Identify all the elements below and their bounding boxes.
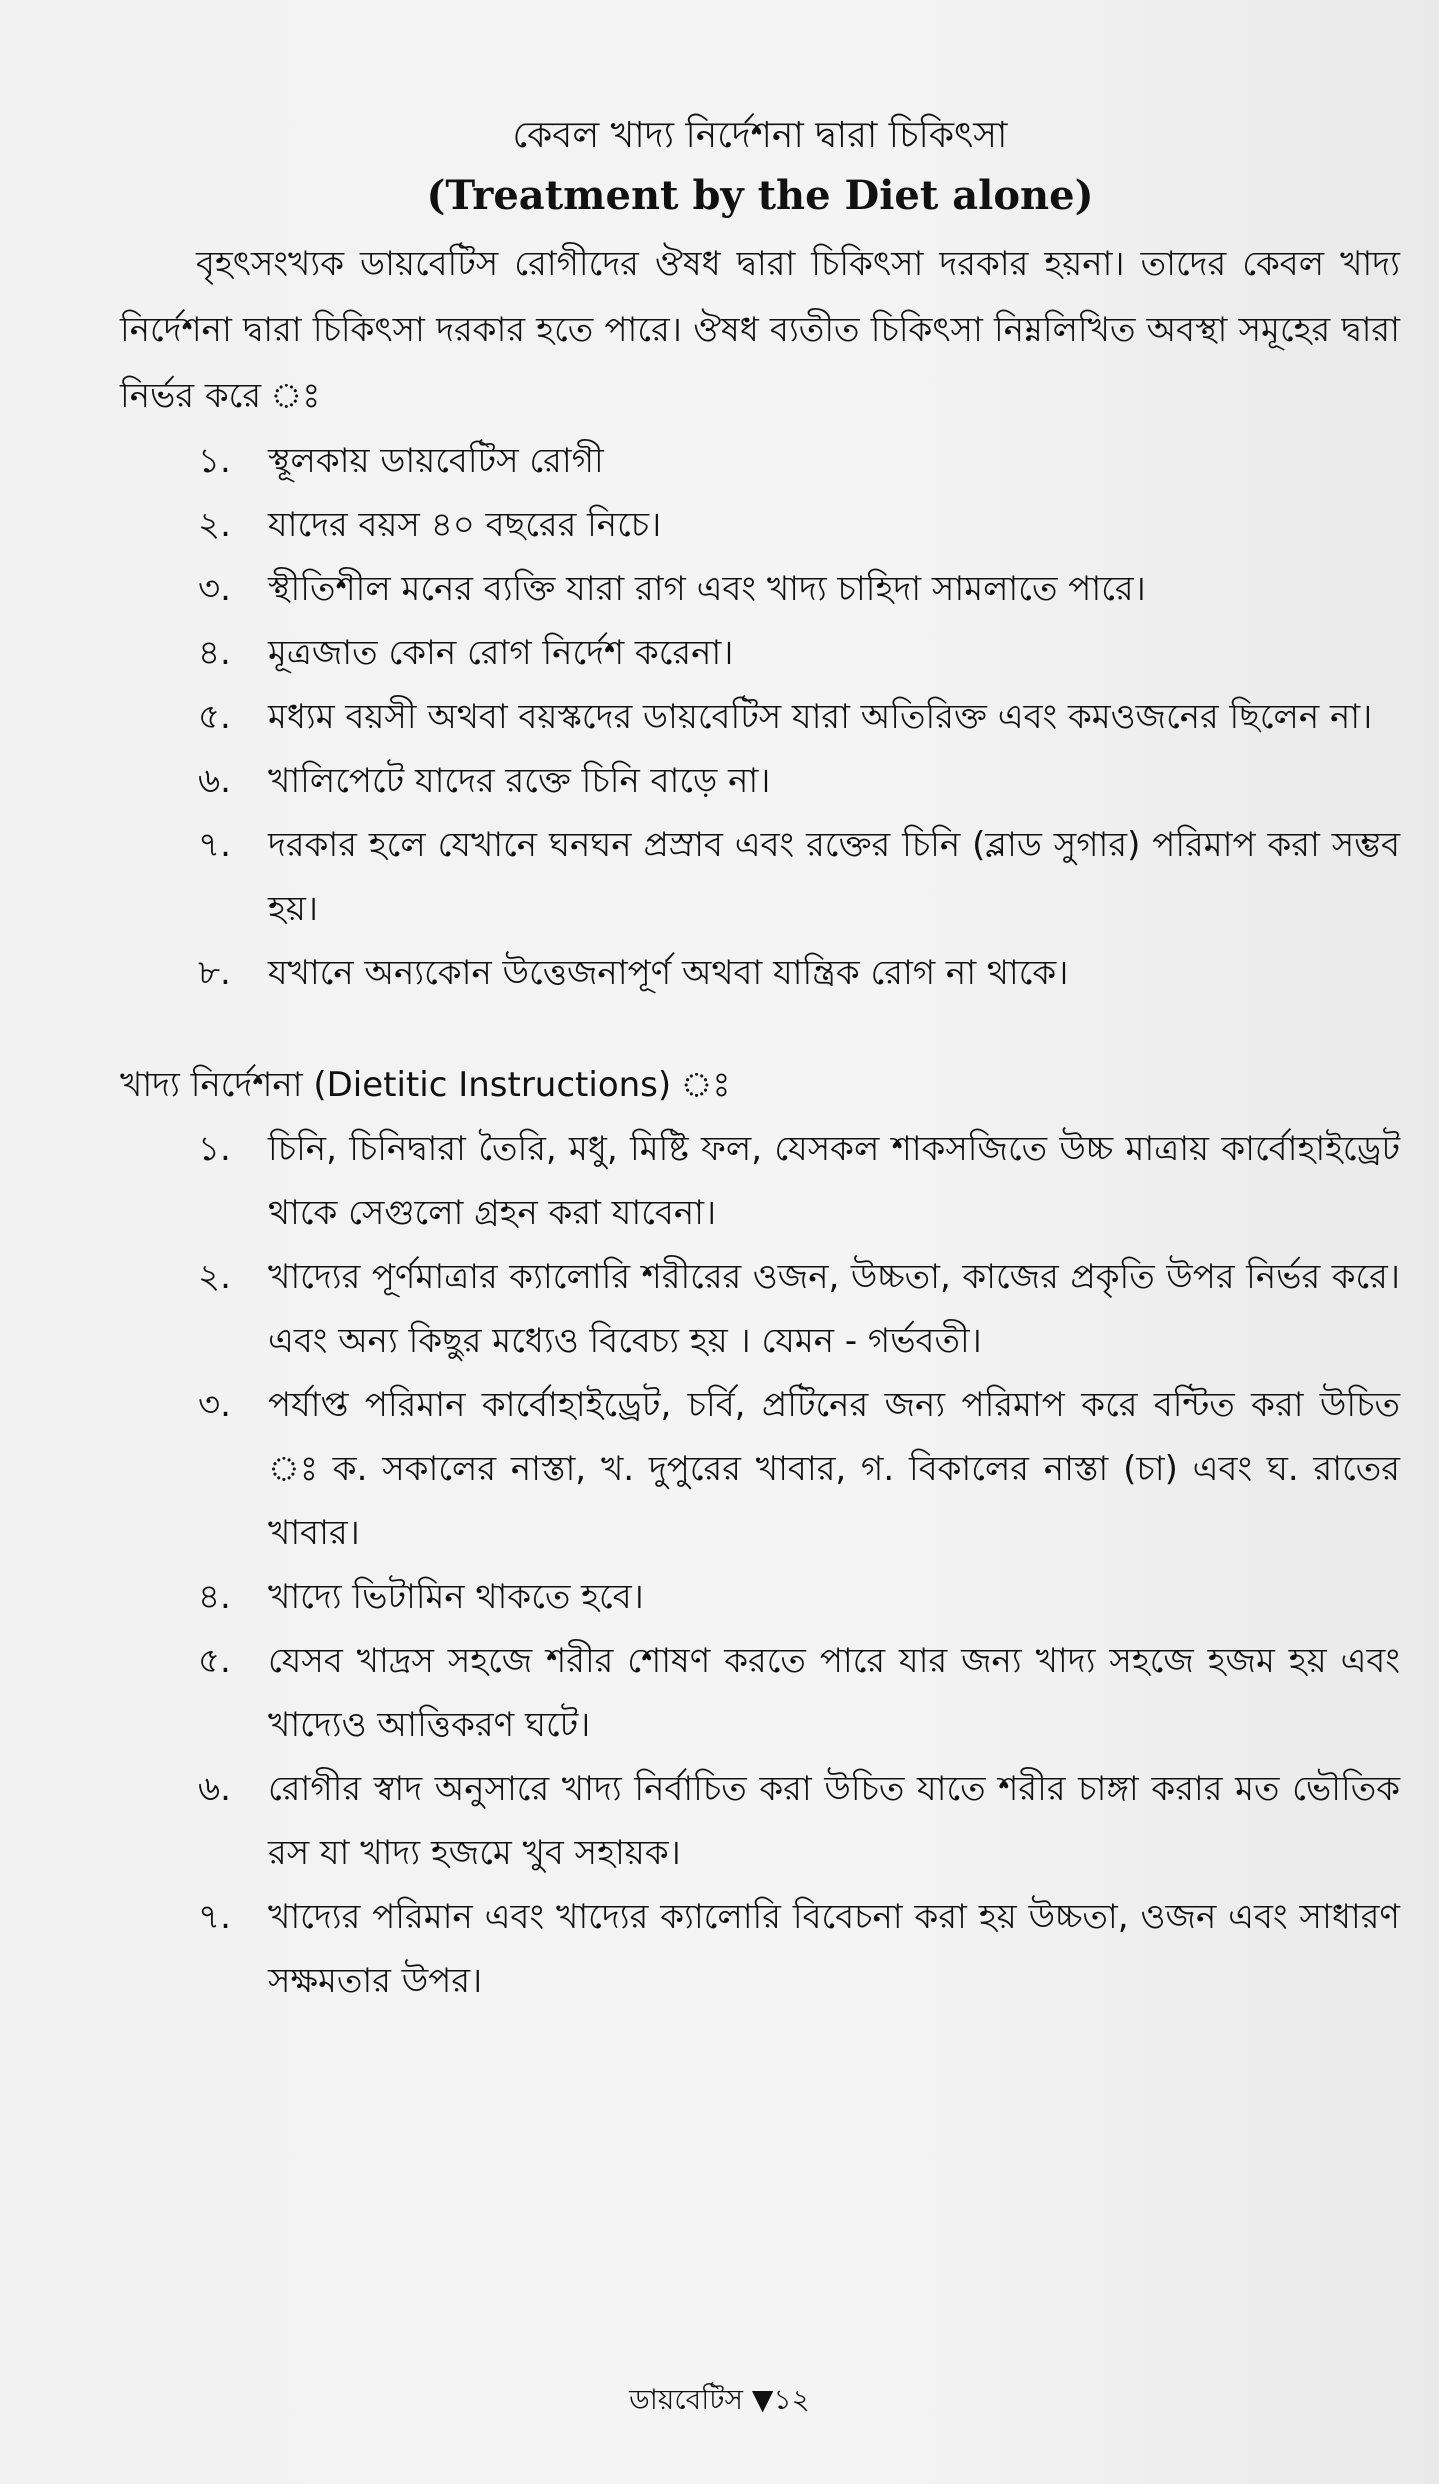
item-text: খাদ্যের পূর্ণমাত্রার ক্যালোরি শরীরের ওজন, উচ্চতা, কাজের প্রকৃতি উপর নির্ভর করে। এবং অন্য কিছুর মধ্যেও বিবেচ্য হয় । যেমন - গর্ভবতী। bbox=[268, 1257, 1400, 1361]
intro-paragraph: বৃহৎসংখ্যক ডায়বেটিস রোগীদের ঔষধ দ্বারা চিকিৎসা দরকার হয়না। তাদের কেবল খাদ্য নির্দেশনা দ্বারা চিকিৎসা দরকার হতে পারে। ঔষধ ব্যতীত চিকিৎসা নিম্নলিখিত অবস্থা সমূহের দ্বারা নির্ভর করে ঃ bbox=[120, 244, 1400, 416]
item-text: মধ্যম বয়সী অথবা বয়স্কদের ডায়বেটিস যারা অতিরিক্ত এবং কমওজনের ছিলেন না। bbox=[268, 697, 1373, 737]
triangle-down-icon: ▼ bbox=[751, 2383, 774, 2416]
list-item bbox=[120, 1757, 1400, 1885]
item-number: ২. bbox=[198, 1257, 231, 1297]
item-text: রোগীর স্বাদ অনুসারে খাদ্য নির্বাচিত করা উচিত যাতে শরীর চাঙ্গা করার মত ভৌতিক রস যা খাদ্য হজমে খুব সহায়ক। bbox=[268, 1769, 1400, 1873]
list-item bbox=[120, 685, 1400, 749]
heading-bengali: কেবল খাদ্য নির্দেশনা দ্বারা চিকিৎসা bbox=[512, 115, 1008, 156]
section-heading-dietitic: খাদ্য নির্দেশনা (Dietitic Instructions) ঃ bbox=[120, 1065, 731, 1105]
item-text: খাদ্যের পরিমান এবং খাদ্যের ক্যালোরি বিবেচনা করা হয় উচ্চতা, ওজন এবং সাধারণ সক্ষমতার উপর। bbox=[268, 1897, 1400, 2001]
item-number: ৭. bbox=[198, 1897, 231, 1937]
list-item bbox=[120, 749, 1400, 813]
item-text: মূত্রজাত কোন রোগ নির্দেশ করেনা। bbox=[268, 633, 734, 673]
item-number: ৩. bbox=[198, 569, 231, 609]
list-item bbox=[120, 1885, 1400, 2013]
list-item bbox=[120, 493, 1400, 557]
list-item bbox=[120, 1373, 1400, 1565]
item-number: ৩. bbox=[198, 1385, 231, 1425]
item-number: ৬. bbox=[198, 761, 231, 801]
instructions-list bbox=[120, 1117, 1400, 2013]
item-text: খালিপেটে যাদের রক্তে চিনি বাড়ে না। bbox=[268, 761, 771, 801]
item-number: ৪. bbox=[198, 633, 231, 673]
item-text: যেসব খাদ্রস সহজে শরীর শোষণ করতে পারে যার জন্য খাদ্য সহজে হজম হয় এবং খাদ্যেও আত্তিকরণ ঘটে। bbox=[268, 1641, 1400, 1745]
page-content bbox=[120, 105, 1400, 2013]
item-text: স্থীতিশীল মনের ব্যক্তি যারা রাগ এবং খাদ্য চাহিদা সামলাতে পারে। bbox=[268, 569, 1146, 609]
item-number: ৮. bbox=[198, 953, 231, 993]
item-number: ৫. bbox=[198, 1641, 231, 1681]
item-number: ১. bbox=[198, 441, 231, 481]
list-item bbox=[120, 1565, 1400, 1629]
page-number: ১২ bbox=[773, 2383, 810, 2416]
heading-english: (Treatment by the Diet alone) bbox=[426, 172, 1094, 219]
item-text: চিনি, চিনিদ্বারা তৈরি, মধু, মিষ্টি ফল, যেসকল শাকসজিতে উচ্চ মাত্রায় কার্বোহাইড্রেট থাকে সেগুলো গ্রহন করা যাবেনা। bbox=[268, 1129, 1400, 1233]
list-item bbox=[120, 429, 1400, 493]
item-text: খাদ্যে ভিটামিন থাকতে হবে। bbox=[268, 1577, 644, 1617]
list-item bbox=[120, 1629, 1400, 1757]
item-text: স্থূলকায় ডায়বেটিস রোগী bbox=[268, 441, 604, 481]
list-item bbox=[120, 557, 1400, 621]
page-footer bbox=[0, 2380, 1439, 2420]
item-number: ২. bbox=[198, 505, 231, 545]
item-number: ৫. bbox=[198, 697, 231, 737]
list-item bbox=[120, 1117, 1400, 1245]
item-text: দরকার হলে যেখানে ঘনঘন প্রস্রাব এবং রক্তের চিনি (ব্লাড সুগার) পরিমাপ করা সম্ভব হয়। bbox=[268, 825, 1400, 929]
item-number: ৪. bbox=[198, 1577, 231, 1617]
conditions-list bbox=[120, 429, 1400, 1005]
list-item bbox=[120, 941, 1400, 1005]
list-item bbox=[120, 1245, 1400, 1373]
item-text: যাদের বয়স ৪০ বছরের নিচে। bbox=[268, 505, 662, 545]
list-item bbox=[120, 813, 1400, 941]
item-text: যখানে অন্যকোন উত্তেজনাপূর্ণ অথবা যান্ত্রিক রোগ না থাকে। bbox=[268, 953, 1069, 993]
list-item bbox=[120, 621, 1400, 685]
footer-book-title: ডায়বেটিস bbox=[629, 2383, 743, 2416]
item-text: পর্যাপ্ত পরিমান কার্বোহাইড্রেট, চর্বি, প্রটিনের জন্য পরিমাপ করে বন্টিত করা উচিত ঃ ক. সকালের নাস্তা, খ. দুপুরের খাবার, গ. বিকালের নাস্তা (চা) এবং ঘ. রাতের খাবার। bbox=[268, 1385, 1400, 1553]
item-number: ৭. bbox=[198, 825, 231, 865]
item-number: ১. bbox=[198, 1129, 231, 1169]
item-number: ৬. bbox=[198, 1769, 231, 1809]
